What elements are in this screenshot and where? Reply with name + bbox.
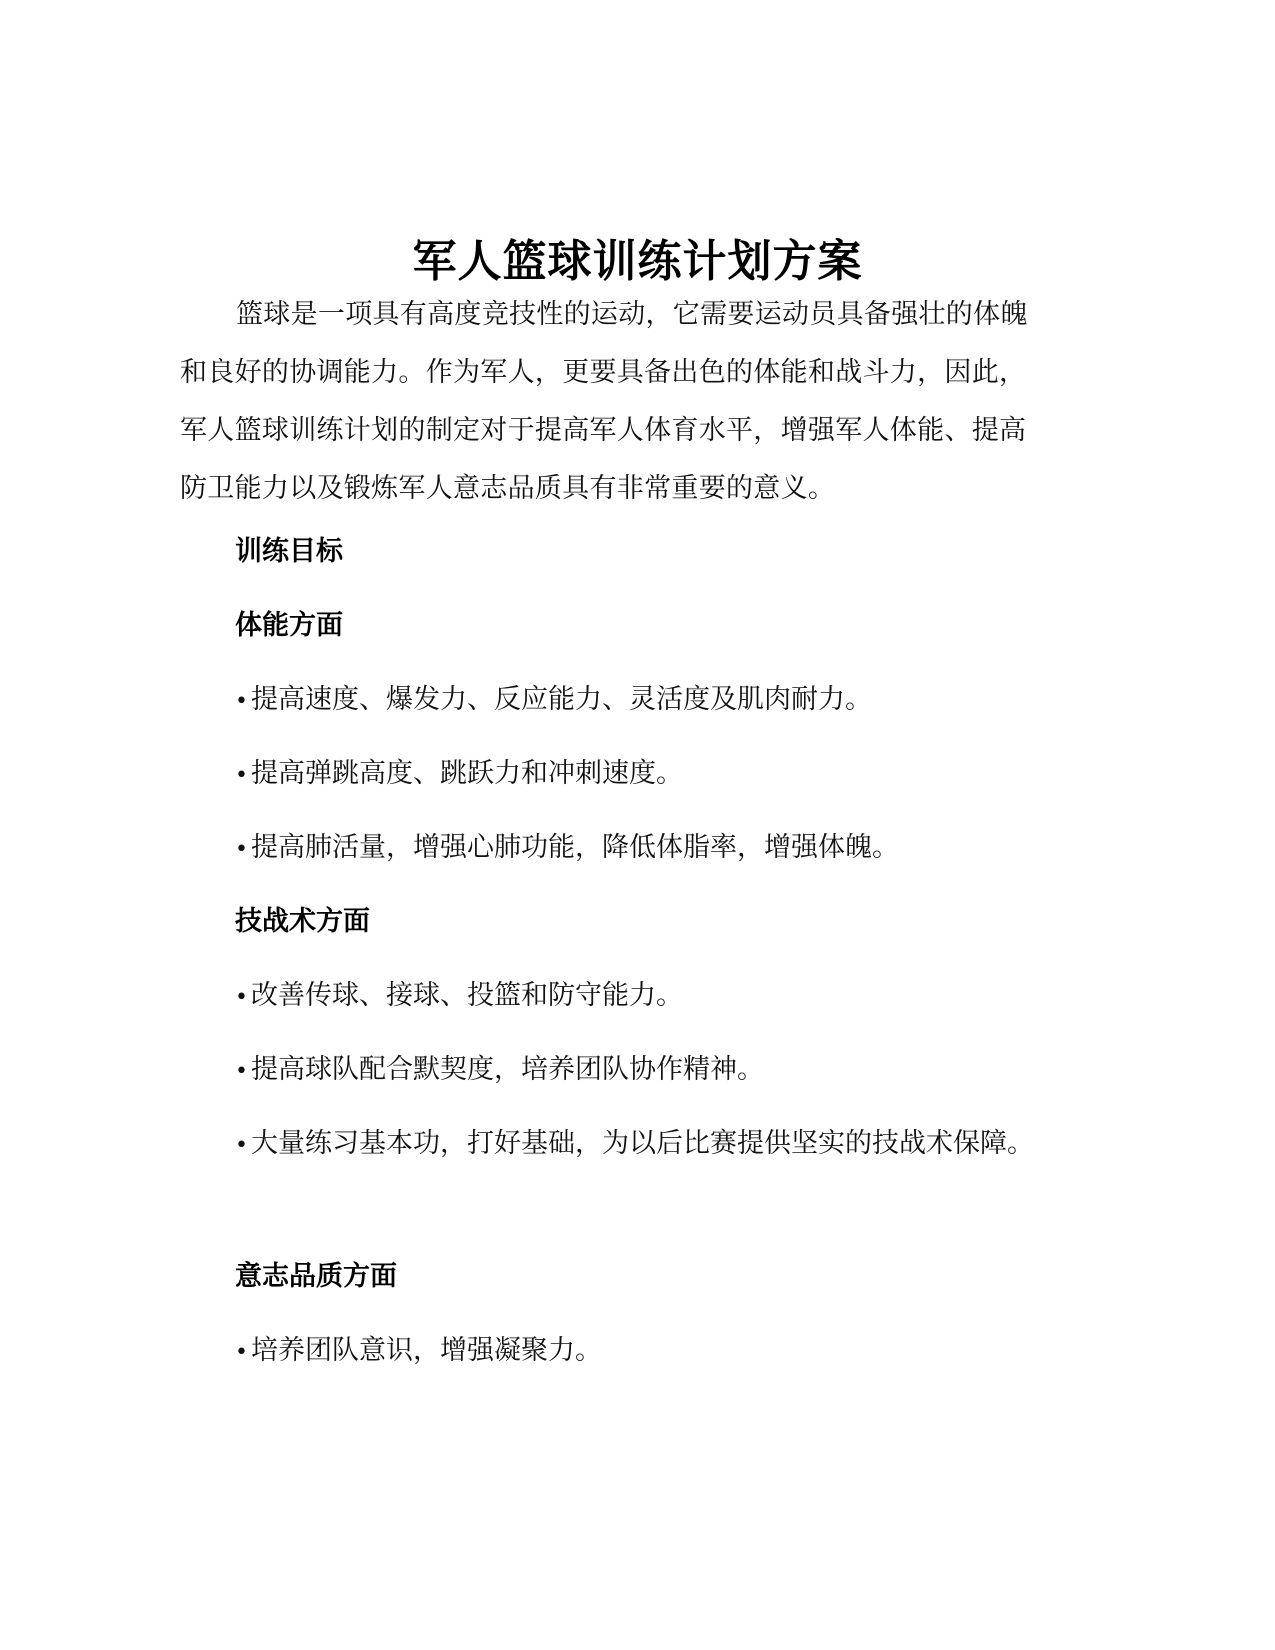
list-item [235,1050,764,1092]
bullet-icon: • [235,1340,248,1365]
list-item-text: 提高弹跳高度、跳跃力和冲刺速度。 [251,758,683,789]
list-item-text: 培养团队意识，增强凝聚力。 [251,1335,602,1366]
section-heading-willpower: 意志品质方面 [235,1261,397,1292]
list-item [235,1331,602,1373]
bullet-icon: • [235,1133,248,1158]
intro-paragraph: 篮球是一项具有高度竞技性的运动，它需要运动员具备强壮的体魄和良好的协调能力。作为军人，更要具备出色的体能和战斗力，因此，军人篮球训练计划的制定对于提高军人体育水平，增强军人体能、提高防卫能力以及锻炼军人意志品质具有非常重要的意义。 [180,299,1028,504]
list-item-text: 改善传球、接球、投篮和防守能力。 [251,980,683,1011]
section-heading-tactics: 技战术方面 [235,906,370,937]
list-item [235,828,899,870]
list-item-text: 提高肺活量，增强心肺功能，降低体脂率，增强体魄。 [251,832,899,863]
bullet-icon: • [235,689,248,714]
list-item-text: 提高球队配合默契度，培养团队协作精神。 [251,1054,764,1085]
list-item [235,680,872,722]
bullet-icon: • [235,1059,248,1084]
list-item-text: 大量练习基本功，打好基础，为以后比赛提供坚实的技战术保障。 [251,1128,1034,1159]
bullet-icon: • [235,763,248,788]
section-heading-training-goals: 训练目标 [235,536,343,567]
list-item [180,1115,1050,1175]
document-title: 军人篮球训练计划方案 [412,236,863,288]
list-item [235,754,683,796]
section-heading-physical: 体能方面 [235,610,343,641]
bullet-icon: • [235,837,248,862]
bullet-icon: • [235,985,248,1010]
list-item-text: 提高速度、爆发力、反应能力、灵活度及肌肉耐力。 [251,684,872,715]
list-item [235,976,683,1018]
